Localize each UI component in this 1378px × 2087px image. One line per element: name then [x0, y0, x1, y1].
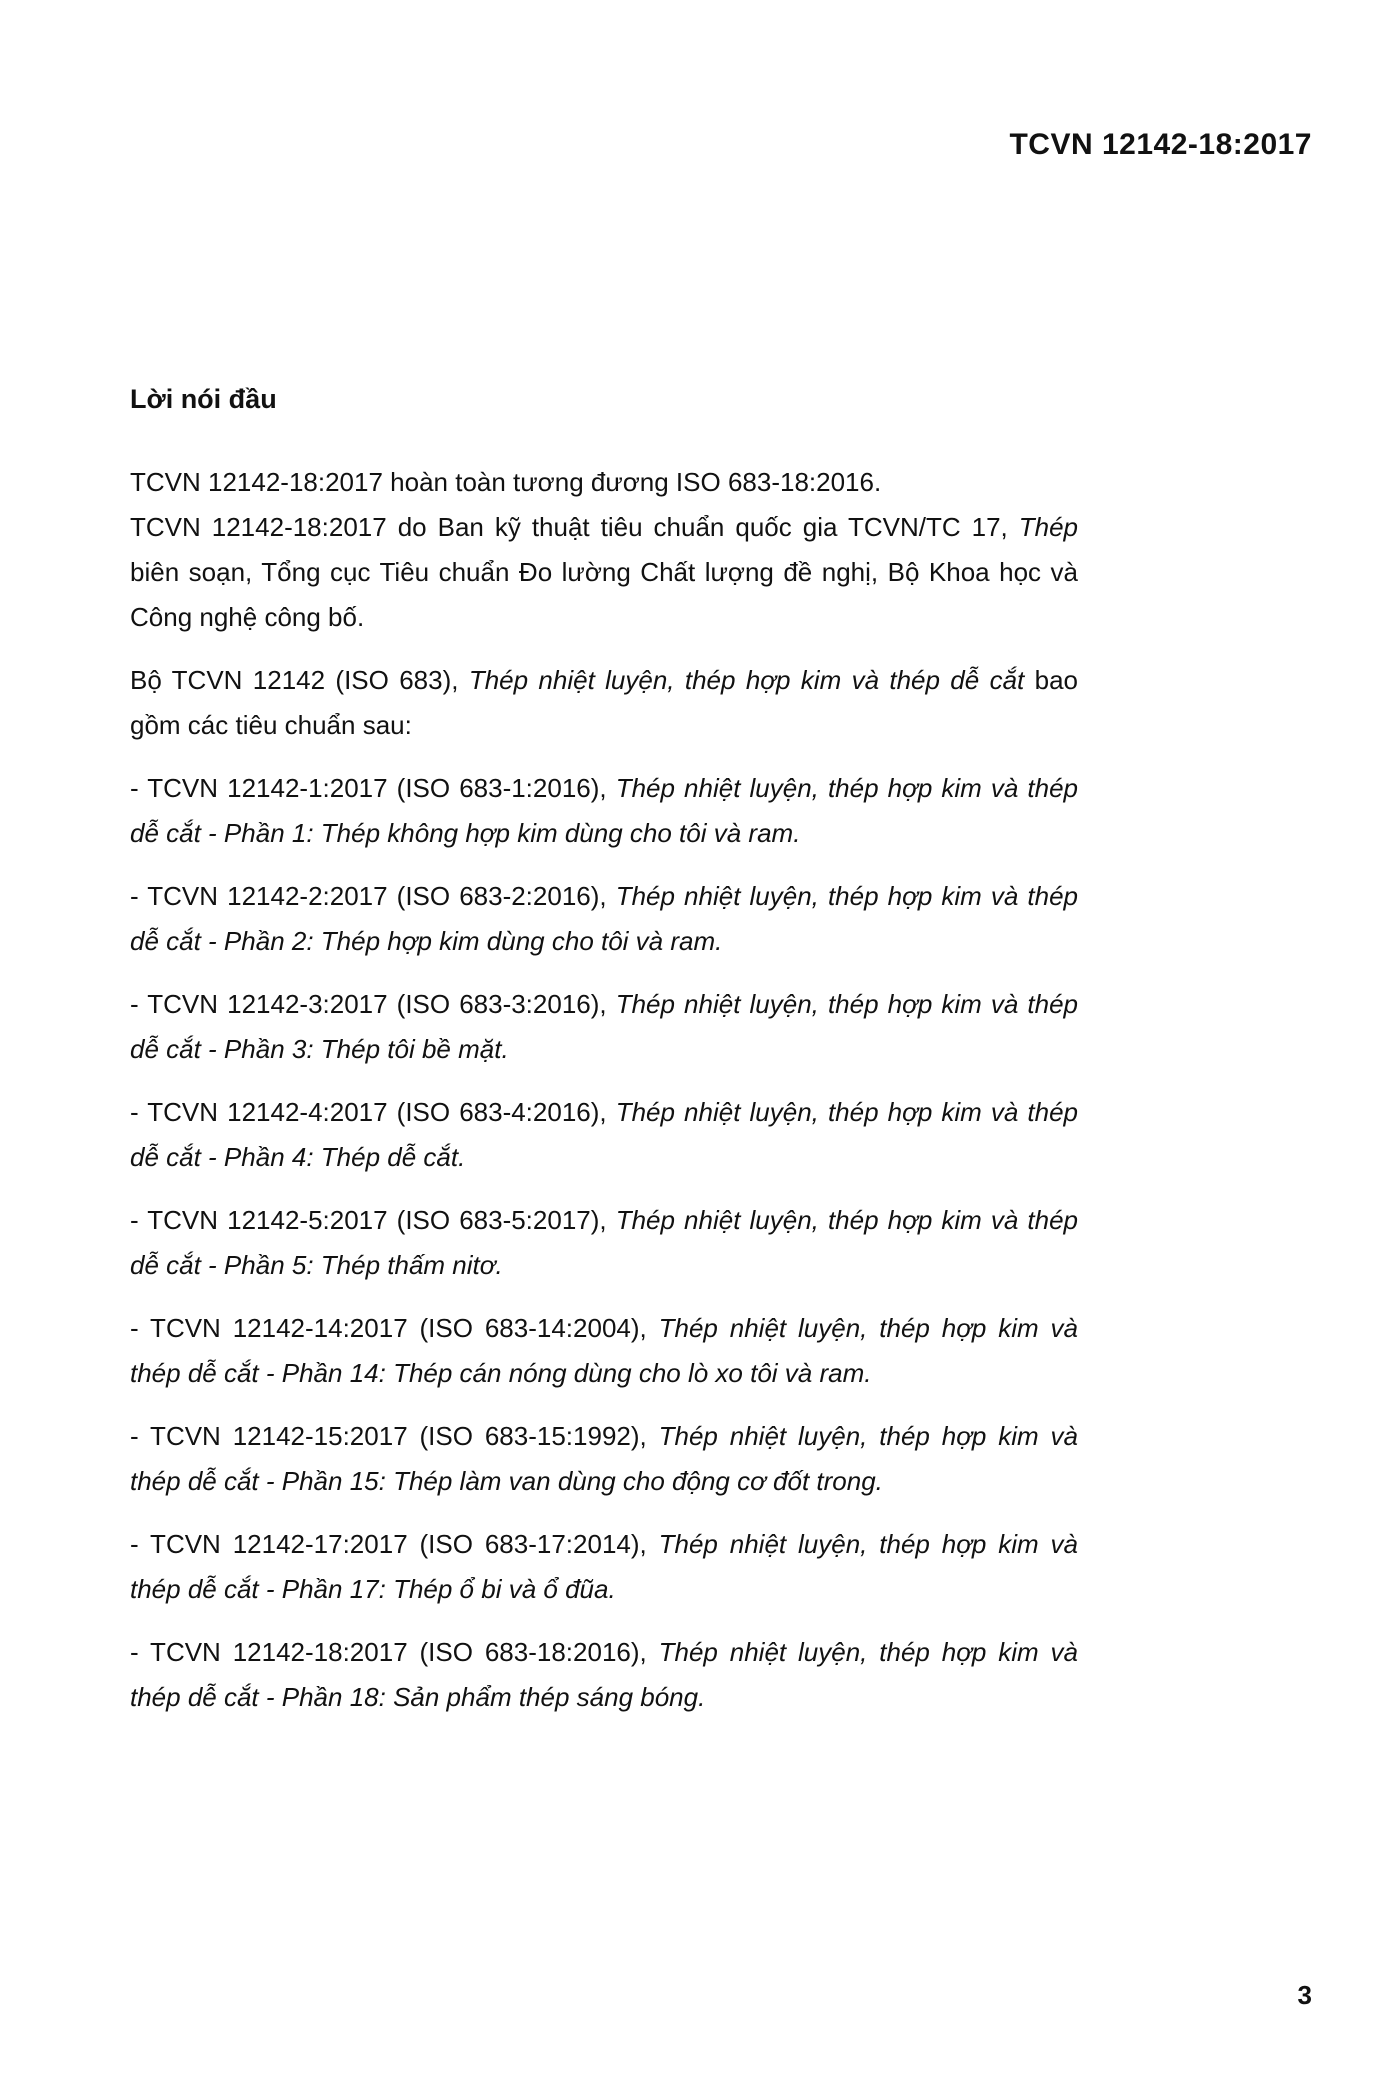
part-reference: - TCVN 12142-5:2017 (ISO 683-5:2017), [130, 1205, 616, 1235]
list-item [130, 1414, 1078, 1504]
part-title: Thép nhiệt luyện, thép hợp kim và thép dễ cắt - Phần 4: Thép dễ cắt. [130, 1097, 1078, 1172]
part-reference: - TCVN 12142-17:2017 (ISO 683-17:2014), [130, 1529, 659, 1559]
series-lead: Bộ TCVN 12142 (ISO 683), [130, 665, 469, 695]
list-item [130, 1630, 1078, 1720]
foreword-body [130, 460, 1078, 1738]
list-item [130, 1306, 1078, 1396]
part-title: Thép nhiệt luyện, thép hợp kim và thép dễ cắt - Phần 15: Thép làm van dùng cho động cơ đốt trong. [130, 1421, 1079, 1496]
compilation-paragraph [130, 505, 1078, 640]
list-item [130, 1090, 1078, 1180]
series-rest: bao gồm các tiêu chuẩn sau: [130, 665, 1078, 740]
part-title: Thép nhiệt luyện, thép hợp kim và thép dễ cắt - Phần 2: Thép hợp kim dùng cho tôi và ram. [130, 881, 1078, 956]
page-number: 3 [1297, 1980, 1312, 2010]
part-reference: - TCVN 12142-15:2017 (ISO 683-15:1992), [130, 1421, 659, 1451]
compilation-rest: biên soạn, Tổng cục Tiêu chuẩn Đo lường Chất lượng đề nghị, Bộ Khoa học và Công nghệ công bố. [130, 557, 1078, 632]
compilation-lead: TCVN 12142-18:2017 do Ban kỹ thuật tiêu chuẩn quốc gia TCVN/TC 17, [130, 512, 1019, 542]
part-title: Thép nhiệt luyện, thép hợp kim và thép dễ cắt - Phần 17: Thép ổ bi và ổ đũa. [130, 1529, 1079, 1604]
list-item [130, 874, 1078, 964]
list-item [130, 766, 1078, 856]
part-title: Thép nhiệt luyện, thép hợp kim và thép dễ cắt - Phần 5: Thép thấm nitơ. [130, 1205, 1078, 1280]
part-reference: - TCVN 12142-18:2017 (ISO 683-18:2016), [130, 1637, 659, 1667]
part-reference: - TCVN 12142-1:2017 (ISO 683-1:2016), [130, 773, 616, 803]
part-reference: - TCVN 12142-2:2017 (ISO 683-2:2016), [130, 881, 616, 911]
list-item [130, 982, 1078, 1072]
list-item [130, 1198, 1078, 1288]
part-title: Thép nhiệt luyện, thép hợp kim và thép dễ cắt - Phần 18: Sản phẩm thép sáng bóng. [130, 1637, 1079, 1712]
series-title: Thép nhiệt luyện, thép hợp kim và thép dễ cắt [468, 665, 1025, 695]
committee-name: Thép [1018, 512, 1078, 542]
part-title: Thép nhiệt luyện, thép hợp kim và thép dễ cắt - Phần 3: Thép tôi bề mặt. [130, 989, 1078, 1064]
series-intro-paragraph [130, 658, 1078, 748]
equivalence-paragraph: TCVN 12142-18:2017 hoàn toàn tương đương ISO 683-18:2016. [130, 467, 882, 497]
part-title: Thép nhiệt luyện, thép hợp kim và thép dễ cắt - Phần 14: Thép cán nóng dùng cho lò xo tôi và ram. [130, 1313, 1079, 1388]
standard-code-header: TCVN 12142-18:2017 [1009, 128, 1312, 161]
part-reference: - TCVN 12142-3:2017 (ISO 683-3:2016), [130, 989, 616, 1019]
part-reference: - TCVN 12142-4:2017 (ISO 683-4:2016), [130, 1097, 616, 1127]
foreword-title: Lời nói đầu [130, 384, 277, 414]
part-title: Thép nhiệt luyện, thép hợp kim và thép dễ cắt - Phần 1: Thép không hợp kim dùng cho tôi và ram. [130, 773, 1078, 848]
part-reference: - TCVN 12142-14:2017 (ISO 683-14:2004), [130, 1313, 659, 1343]
list-item [130, 1522, 1078, 1612]
